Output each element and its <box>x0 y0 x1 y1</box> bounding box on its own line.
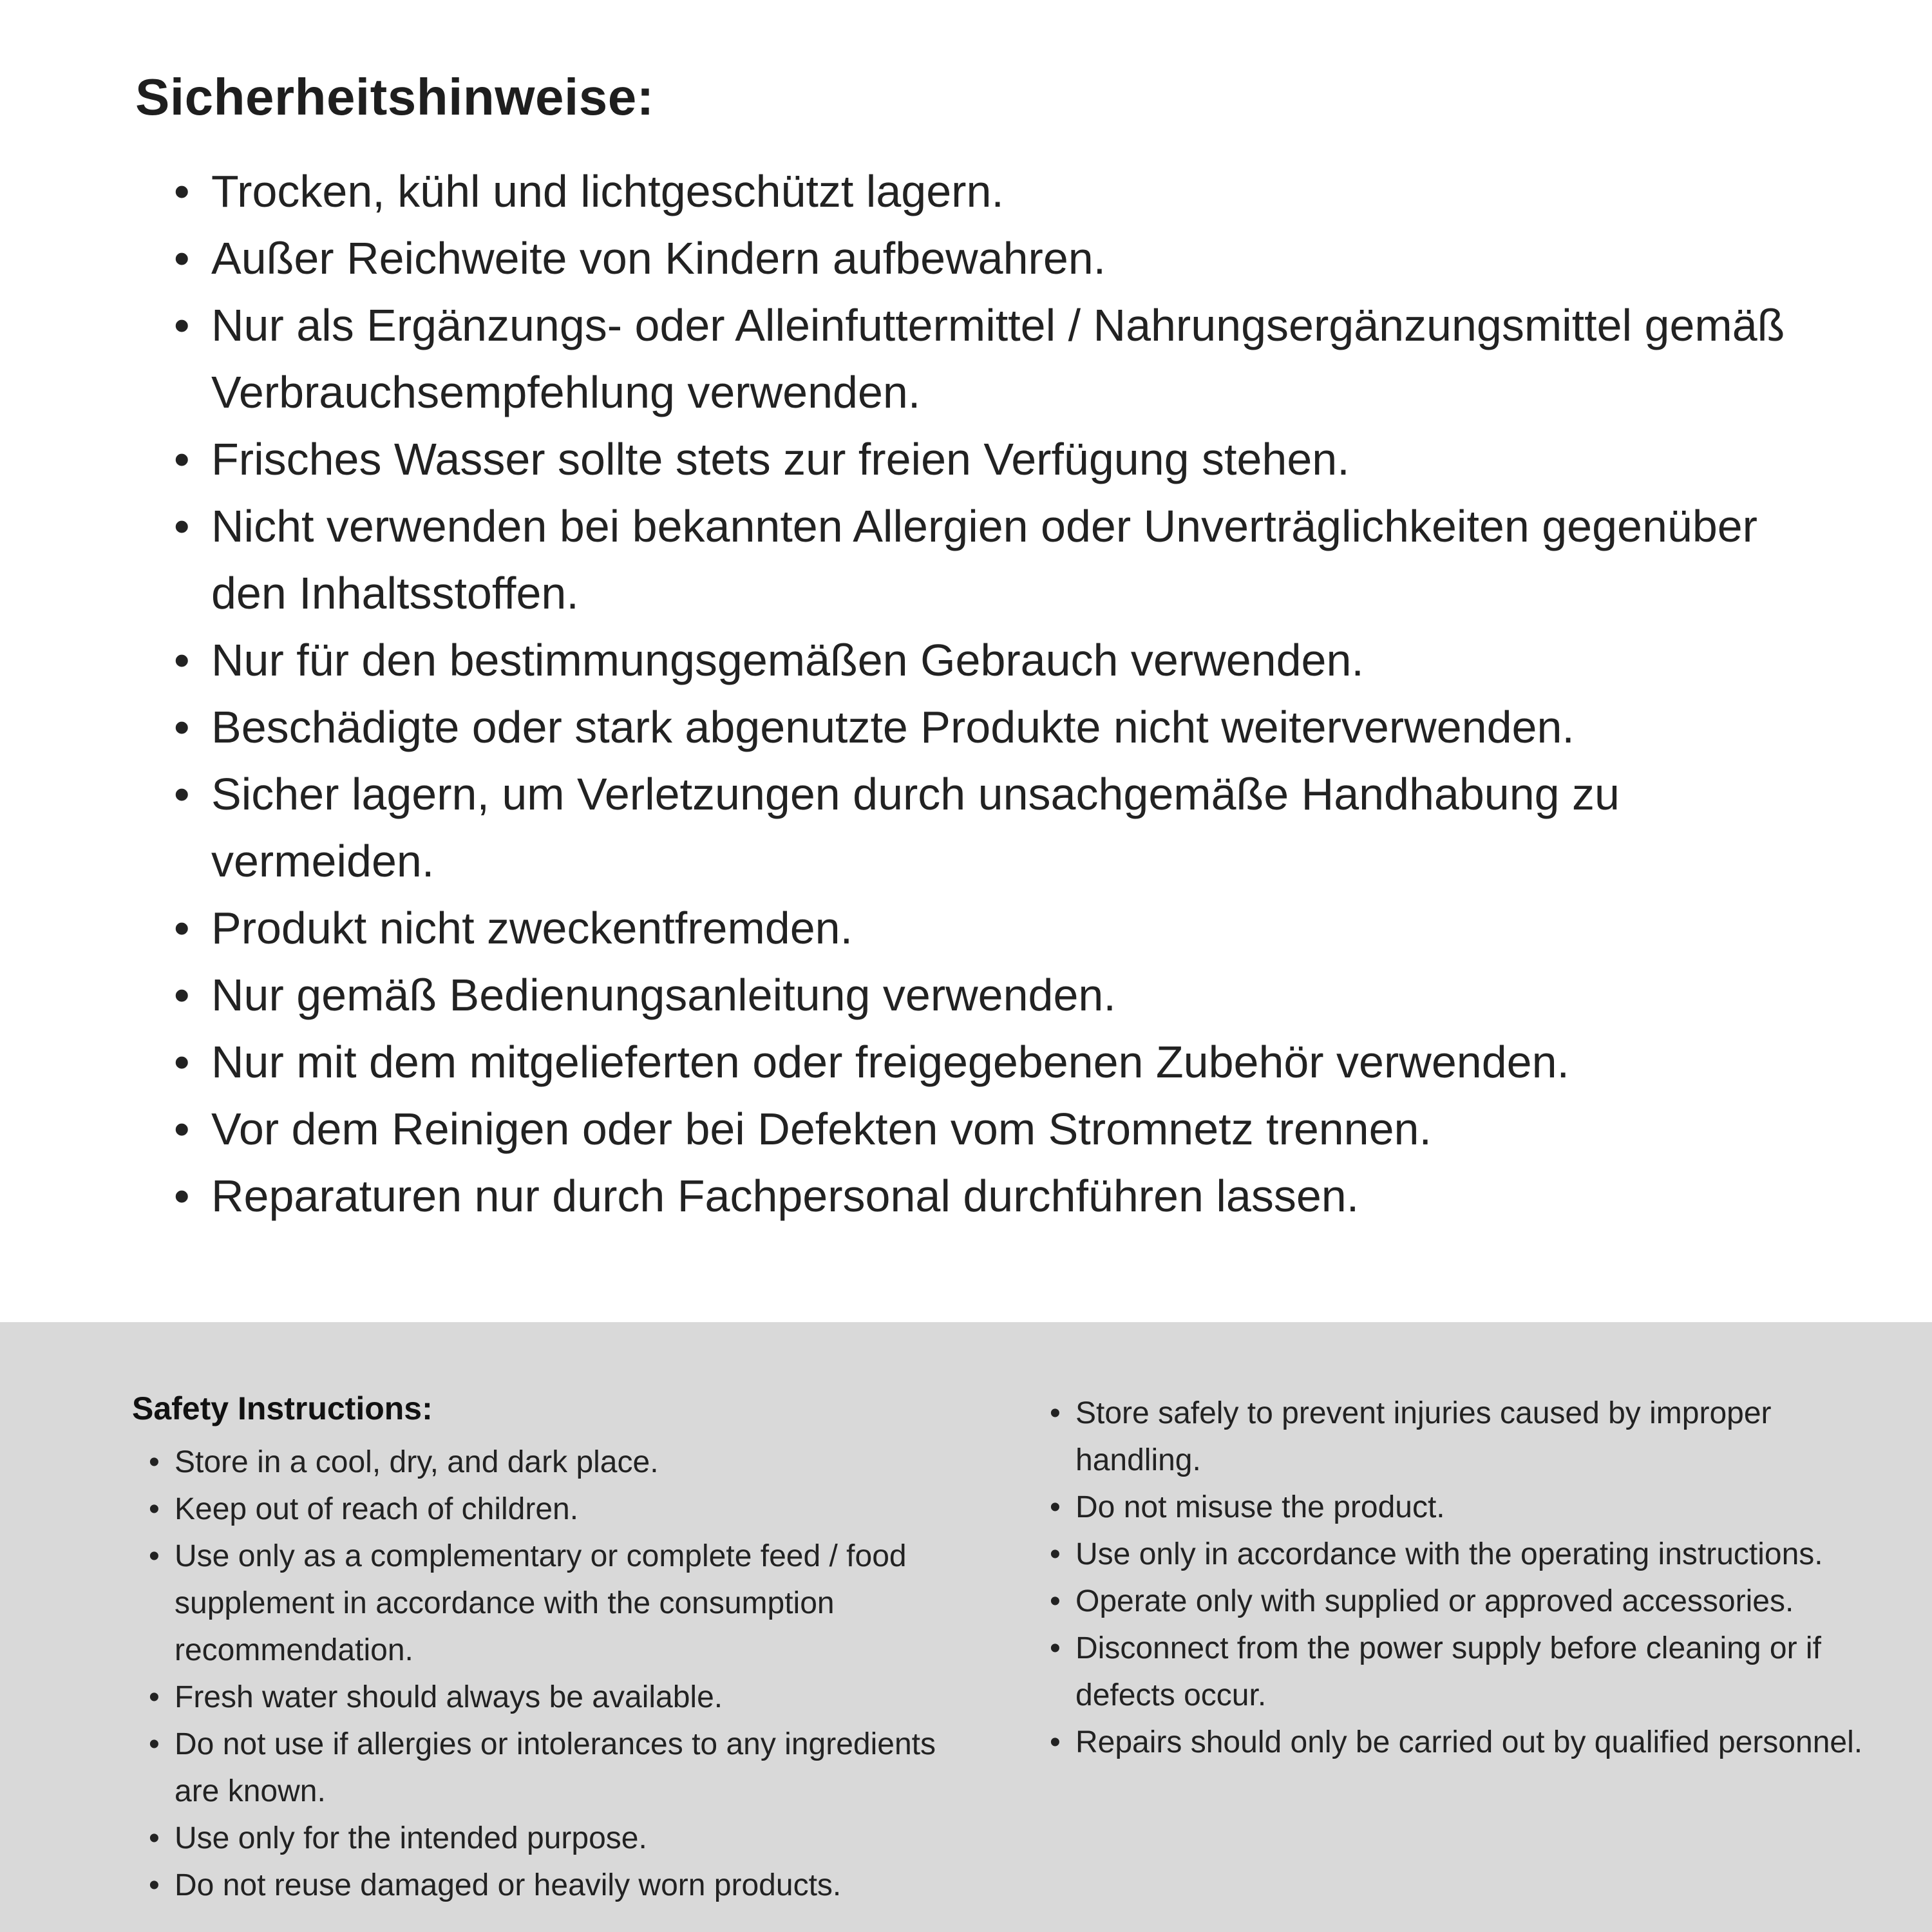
list-item: • Operate only with supplied or approved accessories. <box>1050 1578 1868 1625</box>
list-item: • Use only for the intended purpose. <box>149 1815 989 1862</box>
english-column-right <box>1050 1390 1868 1766</box>
list-item: • Disconnect from the power supply before cleaning or if defects occur. <box>1050 1625 1868 1719</box>
list-item: • Use only in accordance with the operating instructions. <box>1050 1531 1868 1578</box>
list-item: • Nur mit dem mitgelieferten oder freigegebenen Zubehör verwenden. <box>174 1028 1835 1095</box>
list-item: • Nur für den bestimmungsgemäßen Gebrauch verwenden. <box>174 627 1835 694</box>
list-item: • Vor dem Reinigen oder bei Defekten vom Stromnetz trennen. <box>174 1095 1835 1162</box>
german-section-title: Sicherheitshinweise: <box>135 68 654 126</box>
list-item: • Do not misuse the product. <box>1050 1484 1868 1531</box>
list-item: • Do not use if allergies or intolerances to any ingredients are known. <box>149 1721 989 1815</box>
german-safety-list <box>135 158 1835 1229</box>
list-item: • Frisches Wasser sollte stets zur freien Verfügung stehen. <box>174 426 1835 493</box>
list-item: • Repairs should only be carried out by qualified personnel. <box>1050 1719 1868 1766</box>
english-safety-section <box>0 1322 1932 1932</box>
english-column-left <box>132 1390 989 1909</box>
english-safety-list-right <box>1050 1390 1868 1766</box>
list-item: • Store in a cool, dry, and dark place. <box>149 1439 989 1486</box>
list-item: • Außer Reichweite von Kindern aufbewahren. <box>174 225 1835 292</box>
list-item: • Sicher lagern, um Verletzungen durch unsachgemäße Handhabung zu vermeiden. <box>174 761 1835 895</box>
english-safety-list-left <box>132 1439 989 1909</box>
list-item: • Keep out of reach of children. <box>149 1486 989 1533</box>
list-item: • Store safely to prevent injuries caused by improper handling. <box>1050 1390 1868 1484</box>
list-item: • Do not reuse damaged or heavily worn products. <box>149 1862 989 1909</box>
list-item: • Nur als Ergänzungs- oder Alleinfuttermittel / Nahrungsergänzungsmittel gemäß Verbrauchsempfehlung verwenden. <box>174 292 1835 426</box>
list-item: • Nur gemäß Bedienungsanleitung verwenden. <box>174 961 1835 1028</box>
list-item: • Beschädigte oder stark abgenutzte Produkte nicht weiterverwenden. <box>174 694 1835 761</box>
list-item: • Nicht verwenden bei bekannten Allergien oder Unverträglichkeiten gegenüber den Inhaltsstoffen. <box>174 493 1835 627</box>
list-item: • Use only as a complementary or complete feed / food supplement in accordance with the consumption recommendation. <box>149 1533 989 1674</box>
list-item: • Trocken, kühl und lichtgeschützt lagern. <box>174 158 1835 225</box>
english-section-title: Safety Instructions: <box>132 1390 433 1426</box>
list-item: • Produkt nicht zweckentfremden. <box>174 895 1835 961</box>
list-item: • Reparaturen nur durch Fachpersonal durchführen lassen. <box>174 1162 1835 1229</box>
list-item: • Fresh water should always be available. <box>149 1674 989 1721</box>
